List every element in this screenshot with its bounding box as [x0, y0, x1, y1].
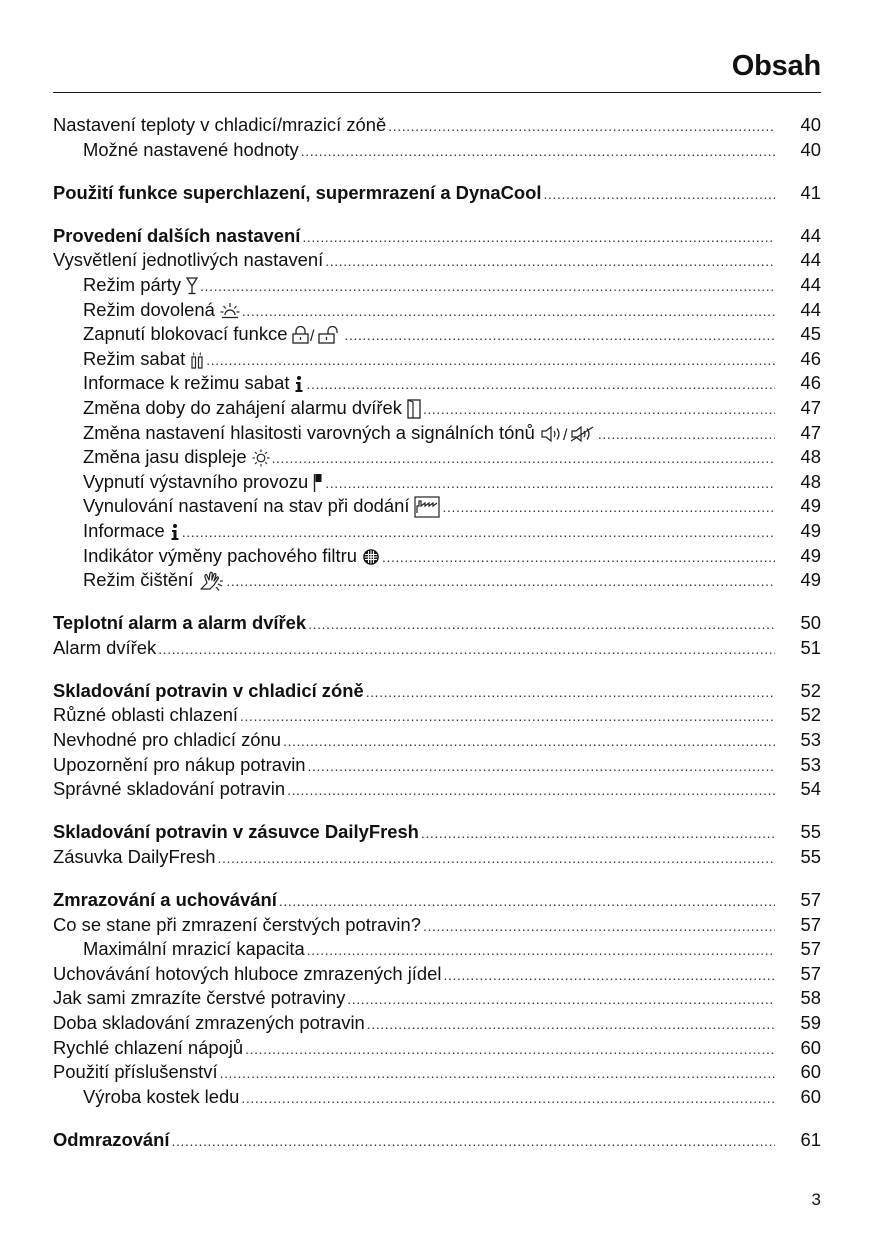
toc-entry-title: Použití příslušenství	[53, 1061, 218, 1083]
info-icon	[294, 374, 304, 393]
toc-entry[interactable]	[53, 986, 821, 1011]
toc-leader-dots	[344, 323, 775, 348]
toc-entry[interactable]	[53, 347, 821, 372]
toc-entry-title: Změna jasu displeje	[83, 446, 247, 468]
toc-entry-title: Režim sabat	[83, 347, 186, 369]
toc-page-number: 53	[800, 753, 821, 775]
toc-entry[interactable]	[53, 421, 821, 446]
table-of-contents	[53, 113, 821, 1152]
toc-entry-title: Alarm dvířek	[53, 636, 157, 658]
toc-entry[interactable]	[53, 371, 821, 396]
toc-leader-dots	[598, 422, 775, 447]
info-icon	[170, 522, 180, 541]
toc-leader-dots	[308, 612, 775, 637]
toc-entry-title: Indikátor výměny pachového filtru	[83, 544, 357, 566]
toc-page-number: 40	[800, 114, 821, 135]
toc-page-number: 46	[800, 347, 821, 369]
toc-entry-title: Možné nastavené hodnoty	[83, 138, 299, 160]
toc-page-number: 57	[800, 889, 821, 911]
toc-entry[interactable]	[53, 1128, 821, 1153]
toc-entry[interactable]	[53, 1036, 821, 1061]
toc-entry-title: Změna nastavení hlasitosti varovných a signálních tónů	[83, 421, 535, 443]
toc-entry-title: Provedení dalších nastavení	[53, 224, 301, 246]
page-title: Obsah	[731, 50, 821, 82]
toc-entry-title: Jak sami zmrazíte čerstvé potraviny	[53, 987, 346, 1009]
toc-entry-title: Režim čištění	[83, 569, 194, 591]
toc-leader-dots	[366, 680, 775, 705]
toc-entry-title: Nastavení teploty v chladicí/mrazicí zóně	[53, 114, 387, 135]
toc-page-number: 61	[800, 1128, 821, 1150]
toc-leader-dots	[301, 139, 775, 164]
toc-page-number: 52	[800, 704, 821, 726]
toc-entry[interactable]	[53, 322, 821, 347]
toc-leader-dots	[367, 1012, 775, 1037]
toc-page-number: 60	[800, 1061, 821, 1083]
toc-entry[interactable]	[53, 845, 821, 870]
toc-entry-title: Režim párty	[83, 273, 182, 295]
toc-entry[interactable]	[53, 636, 821, 661]
svg-text:/: /	[562, 426, 568, 443]
toc-page-number: 44	[800, 224, 821, 246]
toc-leader-dots	[272, 446, 775, 471]
toc-page-number: 52	[800, 679, 821, 701]
page-number: 3	[811, 1190, 821, 1209]
toc-page-number: 47	[800, 396, 821, 418]
toc-leader-dots	[423, 397, 775, 422]
toc-entry[interactable]	[53, 224, 821, 249]
title-divider	[53, 92, 821, 93]
toc-leader-dots	[423, 914, 775, 939]
odour-filter-icon	[362, 547, 380, 566]
holiday-sun-icon	[220, 301, 240, 320]
toc-leader-dots	[172, 1129, 775, 1154]
toc-entry-title: Skladování potravin v chladicí zóně	[53, 679, 364, 701]
toc-entry[interactable]	[53, 568, 821, 593]
toc-entry[interactable]	[53, 1085, 821, 1110]
toc-page-number: 49	[800, 495, 821, 517]
toc-page-number: 49	[800, 544, 821, 566]
toc-page-number: 45	[800, 323, 821, 345]
toc-entry-title: Vypnutí výstavního provozu	[83, 470, 309, 492]
toc-page-number: 59	[800, 1012, 821, 1033]
toc-page-number: 60	[800, 1036, 821, 1058]
toc-leader-dots	[388, 114, 775, 139]
toc-entry[interactable]	[53, 888, 821, 913]
lock-unlock-icon	[292, 325, 342, 344]
toc-entry[interactable]	[53, 470, 821, 495]
toc-entry-title: Různé oblasti chlazení	[53, 704, 239, 726]
toc-page-number: 53	[800, 729, 821, 751]
toc-leader-dots	[279, 889, 775, 914]
toc-entry[interactable]	[53, 679, 821, 704]
cleaning-hand-icon	[198, 570, 224, 592]
toc-entry[interactable]	[53, 248, 821, 273]
toc-leader-dots	[308, 754, 775, 779]
toc-entry[interactable]	[53, 1060, 821, 1085]
toc-page-number: 51	[800, 636, 821, 658]
toc-entry-title: Rychlé chlazení nápojů	[53, 1036, 244, 1058]
toc-entry-title: Použití funkce superchlazení, supermrazení a DynaCool	[53, 181, 542, 203]
toc-entry-title: Zásuvka DailyFresh	[53, 845, 216, 867]
toc-page-number: 49	[800, 519, 821, 541]
door-icon	[407, 399, 421, 419]
toc-entry[interactable]	[53, 113, 821, 138]
toc-leader-dots	[347, 987, 775, 1012]
toc-page-number: 55	[800, 821, 821, 843]
toc-page-number: 44	[800, 249, 821, 271]
toc-entry[interactable]	[53, 1011, 821, 1036]
toc-leader-dots	[240, 704, 775, 729]
toc-entry-title: Změna doby do zahájení alarmu dvířek	[83, 396, 402, 418]
toc-entry-title: Uchovávání hotových hluboce zmrazených jídel	[53, 962, 442, 984]
toc-leader-dots	[382, 545, 775, 570]
toc-entry[interactable]	[53, 820, 821, 845]
toc-entry-title: Maximální mrazicí kapacita	[83, 938, 305, 960]
toc-entry[interactable]	[53, 544, 821, 569]
toc-entry-title: Teplotní alarm a alarm dvířek	[53, 612, 307, 634]
svg-text:/: /	[310, 328, 315, 345]
toc-leader-dots	[302, 225, 775, 250]
toc-leader-dots	[443, 963, 775, 988]
toc-entry-title: Zapnutí blokovací funkce	[83, 323, 288, 345]
factory-icon	[414, 496, 440, 518]
toc-leader-dots	[220, 1061, 775, 1086]
toc-entry-title: Informace k režimu sabat	[83, 372, 290, 394]
toc-entry[interactable]	[53, 703, 821, 728]
toc-leader-dots	[200, 274, 775, 299]
toc-entry-title: Skladování potravin v zásuvce DailyFresh	[53, 821, 419, 843]
toc-page-number: 44	[800, 273, 821, 295]
toc-leader-dots	[206, 348, 775, 373]
toc-entry[interactable]	[53, 396, 821, 421]
toc-entry[interactable]	[53, 913, 821, 938]
toc-page-number: 44	[800, 298, 821, 320]
toc-page-number: 57	[800, 962, 821, 984]
toc-page-number: 54	[800, 778, 821, 800]
toc-page-number: 46	[800, 372, 821, 394]
toc-entry-title: Co se stane při zmrazení čerstvých potravin?	[53, 913, 421, 935]
toc-entry-title: Zmrazování a uchovávání	[53, 889, 277, 911]
toc-entry[interactable]	[53, 298, 821, 323]
toc-leader-dots	[325, 249, 775, 274]
toc-leader-dots	[182, 520, 775, 545]
demo-flag-icon	[313, 473, 323, 493]
toc-entry[interactable]	[53, 777, 821, 802]
toc-page-number: 50	[800, 612, 821, 634]
toc-page-number: 57	[800, 913, 821, 935]
sabbath-candles-icon	[190, 350, 204, 369]
toc-leader-dots	[287, 778, 775, 803]
toc-entry-title: Upozornění pro nákup potravin	[53, 753, 306, 775]
toc-entry-title: Nevhodné pro chladicí zónu	[53, 729, 281, 751]
toc-leader-dots	[306, 372, 775, 397]
toc-leader-dots	[218, 846, 776, 871]
toc-leader-dots	[245, 1037, 775, 1062]
toc-leader-dots	[421, 821, 775, 846]
toc-entry[interactable]	[53, 494, 821, 519]
toc-page-number: 48	[800, 446, 821, 468]
speaker-on-off-icon	[540, 424, 596, 443]
toc-leader-dots	[158, 637, 775, 662]
toc-entry[interactable]	[53, 445, 821, 470]
toc-page-number: 57	[800, 938, 821, 960]
toc-page-number: 47	[800, 421, 821, 443]
toc-leader-dots	[307, 938, 775, 963]
toc-page-number: 40	[800, 138, 821, 160]
toc-entry[interactable]	[53, 181, 821, 206]
brightness-icon	[252, 448, 270, 467]
toc-entry[interactable]	[53, 962, 821, 987]
party-glass-icon	[186, 276, 198, 295]
toc-entry[interactable]	[53, 138, 821, 163]
toc-page-number: 55	[800, 845, 821, 867]
toc-entry[interactable]	[53, 937, 821, 962]
toc-page-number: 60	[800, 1085, 821, 1107]
toc-entry-title: Režim dovolená	[83, 298, 215, 320]
toc-leader-dots	[241, 1086, 775, 1111]
toc-entry[interactable]	[53, 753, 821, 778]
toc-page-number: 58	[800, 987, 821, 1009]
toc-entry-title: Vysvětlení jednotlivých nastavení	[53, 249, 324, 271]
toc-entry[interactable]	[53, 273, 821, 298]
toc-leader-dots	[242, 299, 775, 324]
toc-page-number: 48	[800, 470, 821, 492]
toc-page-number: 49	[800, 569, 821, 591]
toc-entry[interactable]	[53, 728, 821, 753]
toc-leader-dots	[226, 569, 775, 594]
toc-entry[interactable]	[53, 611, 821, 636]
toc-entry-title: Vynulování nastavení na stav při dodání	[83, 495, 410, 517]
toc-leader-dots	[442, 495, 775, 520]
toc-leader-dots	[325, 471, 775, 496]
toc-page-number: 41	[800, 181, 821, 203]
toc-leader-dots	[544, 182, 776, 207]
toc-entry-title: Doba skladování zmrazených potravin	[53, 1012, 365, 1033]
toc-entry[interactable]	[53, 519, 821, 544]
toc-entry-title: Správné skladování potravin	[53, 778, 286, 800]
toc-entry-title: Výroba kostek ledu	[83, 1085, 240, 1107]
toc-leader-dots	[283, 729, 775, 754]
toc-entry-title: Odmrazování	[53, 1128, 170, 1150]
toc-entry-title: Informace	[83, 519, 165, 541]
